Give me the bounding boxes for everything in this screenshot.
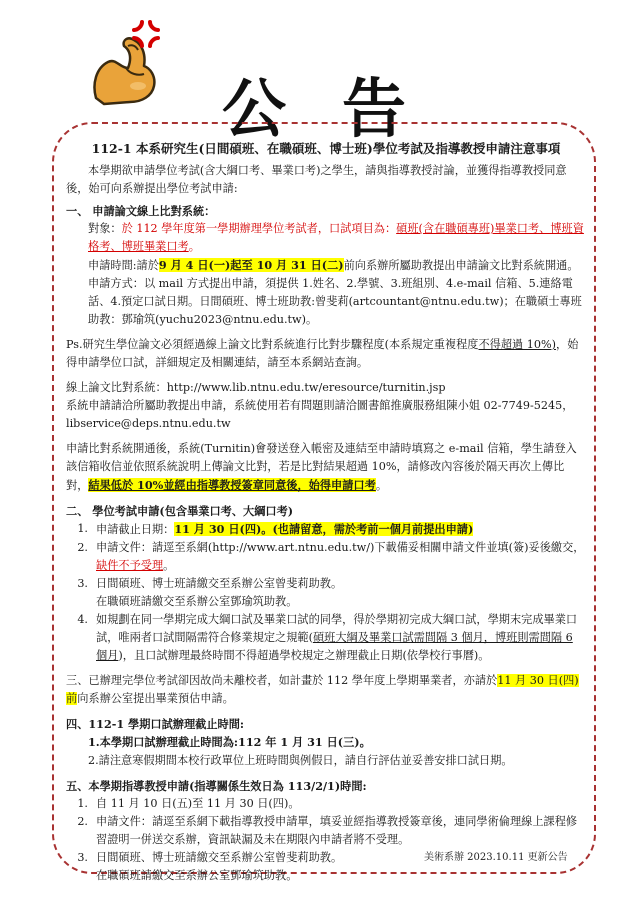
section-2-item-2: 2. 申請文件：請逕至系網(http://www.art.ntnu.edu.tw/)下載備妥相關申請文件並填(簽)妥後繳交，缺件不予受理。: [77, 541, 585, 572]
section-5-title: 五、本學期指導教授申請(指導關係生效日為 113/2/1)時間:: [66, 779, 367, 793]
notice-title-char-1: 公: [222, 73, 286, 147]
section-4-line-1: 1.本學期口試辦理截止時間為:112 年 1 月 31 日(三)。: [88, 735, 371, 749]
notice-content: [66, 140, 586, 885]
ps-note: Ps.研究生學位論文必須經過線上論文比對系統進行比對步驟程度(本系規定重複程度不得超過 10%)，始得申請學位口試，詳細規定及相關連結，請至本系網站查詢。: [66, 338, 579, 369]
section-1-time: 申請時間:請於9 月 4 日(一)起至 10 月 31 日(二)前向系辦所屬助教提出申請論文比對系統開通。: [88, 258, 579, 272]
section-1-title: 一、 申請論文線上比對系統：: [66, 204, 216, 218]
anger-symbol-icon: [128, 16, 164, 52]
section-5-item-1: 1. 自 11 月 10 日(五)至 11 月 30 日(四)。: [77, 797, 300, 810]
section-1-method: 申請方式：以 mail 方式提出申請，須提供 1.姓名、2.學號、3.班組別、4.e-mail 信箱、5.連絡電話、4.預定口試日期。日間碩班、博士班助教:曾斐莉(artcountant@ntnu.edu.tw)；在職碩士專班助教：鄧瑜筑(yuchu2023@ntnu.edu.tw)。: [88, 277, 582, 326]
section-1-target: 對象：於 112 學年度第一學期辦理學位考試者，口試項目為：碩班(含在職碩專班)畢業口考、博班資格考、博班畢業口考。: [88, 222, 584, 253]
footer-update-note: 美術系辦 2023.10.11 更新公告: [424, 852, 568, 863]
turnitin-link-text: 線上論文比對系統：http://www.lib.ntnu.edu.tw/eresource/turnitin.jsp: [66, 381, 446, 394]
notice-heading: 112-1 本系研究生(日間碩班、在職碩班、博士班)學位考試及指導教授申請注意事項: [91, 141, 561, 156]
intro-paragraph: 本學期欲申請學位考試(含大綱口考、畢業口考)之學生，請與指導教授討論，並獲得指導教授同意後，始可向系辦提出學位考試申請:: [66, 164, 567, 195]
notice-title-char-2: 告: [342, 73, 406, 147]
section-4-title: 四、112-1 學期口試辦理截止時間:: [66, 717, 245, 731]
section-5-item-2: 2. 申請文件：請逕至系網下載指導教授申請單，填妥並經指導教授簽章後，連同學術倫理線上課程修習證明一併送交系辦，資訊缺漏及未在期限內申請者將不受理。: [77, 815, 578, 846]
section-2-item-3: 3. 日間碩班、博士班請繳交至系辦公室曾斐莉助教。 在職碩班請繳交至系辦公室鄧瑜筑助教。: [77, 577, 343, 608]
section-5-item-3: 3. 日間碩班、博士班請繳交至系辦公室曾斐莉助教。 在職碩班請繳交至系辦公室鄧瑜筑助教。: [77, 851, 343, 882]
turnitin-contact: 系統申請請洽所屬助教提出申請，系統使用若有問題則請洽圖書館推廣服務組陳小姐 02-7749-5245，libservice@deps.ntnu.edu.tw: [66, 399, 574, 430]
after-activation-paragraph: 申請比對系統開通後，系統(Turnitin)會發送登入帳密及連結至申請時填寫之 e-mail 信箱，學生請登入該信箱收信並依照系統說明上傳論文比對，若是比對結果超過 10%，請修改內容後於隔天再次上傳比對，結果低於 10%並經由指導教授簽章同意後，始得申請口考。: [66, 442, 577, 492]
section-3-paragraph: 三、已辦理完學位考試卻因故尚未離校者，如計畫於 112 學年度上學期畢業者，亦請於11 月 30 日(四)前向系辦公室提出畢業預估申請。: [66, 674, 579, 705]
section-2-item-4: 4. 如規劃在同一學期完成大綱口試及畢業口試的同學，得於學期初完成大綱口試，學期末完成畢業口試，唯兩者口試間隔需符合修業規定之規範(碩班大綱及畢業口試需間隔 3 個月，博班則需間隔 6 個月)，且口試辦理最終時間不得超過學校規定之辦理截止日期(依學校行事曆)。: [77, 613, 578, 662]
section-4-line-2: 2.請注意寒假期間本校行政單位上班時間與例假日，請自行評估並妥善安排口試日期。: [88, 754, 513, 767]
section-2-title: 二、 學位考試申請(包含畢業口考、大綱口考): [66, 504, 294, 518]
section-2-item-1: 1. 申請截止日期：11 月 30 日(四)。(也請留意，需於考前一個月前提出申請): [77, 522, 474, 536]
